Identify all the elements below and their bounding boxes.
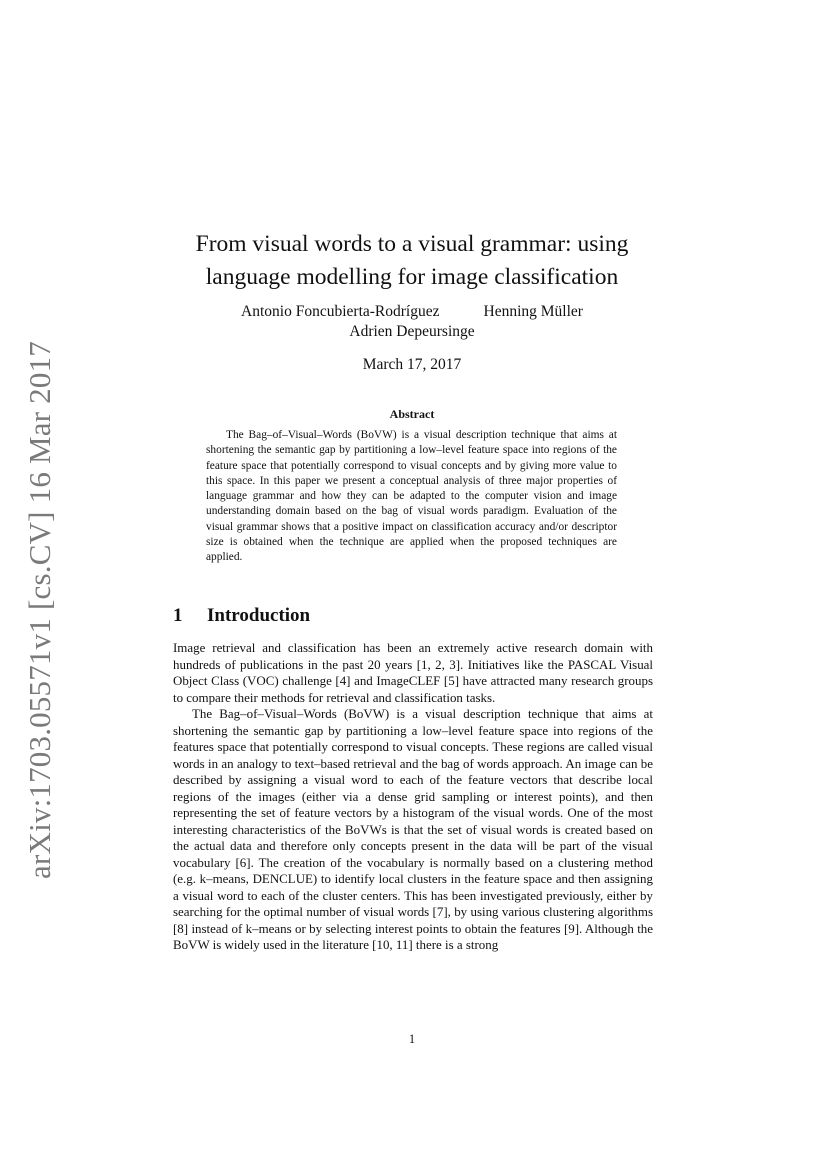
- author-name: Antonio Foncubierta-Rodríguez: [241, 303, 440, 320]
- abstract-heading: Abstract: [389, 407, 435, 421]
- author-block: [160, 302, 664, 342]
- paper-title: [120, 228, 704, 294]
- author-row-2: [160, 322, 664, 342]
- publication-date: March 17, 2017: [362, 356, 462, 373]
- author-name: Henning Müller: [483, 303, 583, 320]
- section-heading: [173, 604, 310, 628]
- title-line-1: From visual words to a visual grammar: using: [195, 231, 629, 257]
- arxiv-identifier: arXiv:1703.05571v1 [cs.CV] 16 Mar 2017: [22, 341, 57, 879]
- section-number: 1: [173, 605, 183, 626]
- arxiv-side-stamp: [20, 341, 60, 879]
- paragraph: Image retrieval and classification has been an extremely active research domain with hundreds of publications in the past 20 years [1, 2, 3]. Initiatives like the PASCAL Visual Object Class (VOC) challenge [4] and ImageCLEF [5] have attracted many research groups to compare their methods for retrieval and classification tasks.: [173, 640, 653, 705]
- section-title: Introduction: [207, 605, 311, 626]
- title-line-2: language modelling for image classification: [205, 264, 619, 290]
- page-number: 1: [408, 1032, 416, 1046]
- abstract-text: The Bag–of–Visual–Words (BoVW) is a visual description technique that aims at shortening the semantic gap by partitioning a low–level feature space into regions of the feature space that potentially correspond to visual concepts and by giving more value to this space. In this paper we present a conceptual analysis of three major properties of language grammar and how they can be adapted to the computer vision and image understanding domain based on the bag of visual words paradigm. Evaluation of the visual grammar shows that a positive impact on classification accuracy and/or descriptor size is obtained when the technique are applied when the proposed techniques are applied.: [206, 429, 617, 564]
- paragraph: The Bag–of–Visual–Words (BoVW) is a visual description technique that aims at shortening the semantic gap by partitioning a low–level feature space into regions of the features space that potentially correspond to visual concepts. These regions are called visual words in an analogy to text–based retrieval and the bag of words approach. An image can be described by assigning a visual word to each of the feature vectors that describe local regions of the images (either via a dense grid sampling or interest points), and then representing the set of feature vectors by a histogram of the visual words. One of the most interesting characteristics of the BoVWs is that the set of visual words is created based on the actual data and therefore only concepts present in the data will be part of the visual vocabulary [6]. The creation of the vocabulary is normally based on a clustering method (e.g. k–means, DENCLUE) to identify local clusters in the feature space and then assigning a visual word to each of the cluster centers. This has been investigated previously, either by searching for the optimal number of visual words [7], by using various clustering algorithms [8] instead of k–means or by selecting interest points to obtain the features [9]. Although the BoVW is widely used in the literature [10, 11] there is a strong: [173, 706, 653, 952]
- author-row-1: [160, 302, 664, 322]
- section-body: [173, 640, 653, 954]
- author-name: Adrien Depeursinge: [349, 323, 475, 340]
